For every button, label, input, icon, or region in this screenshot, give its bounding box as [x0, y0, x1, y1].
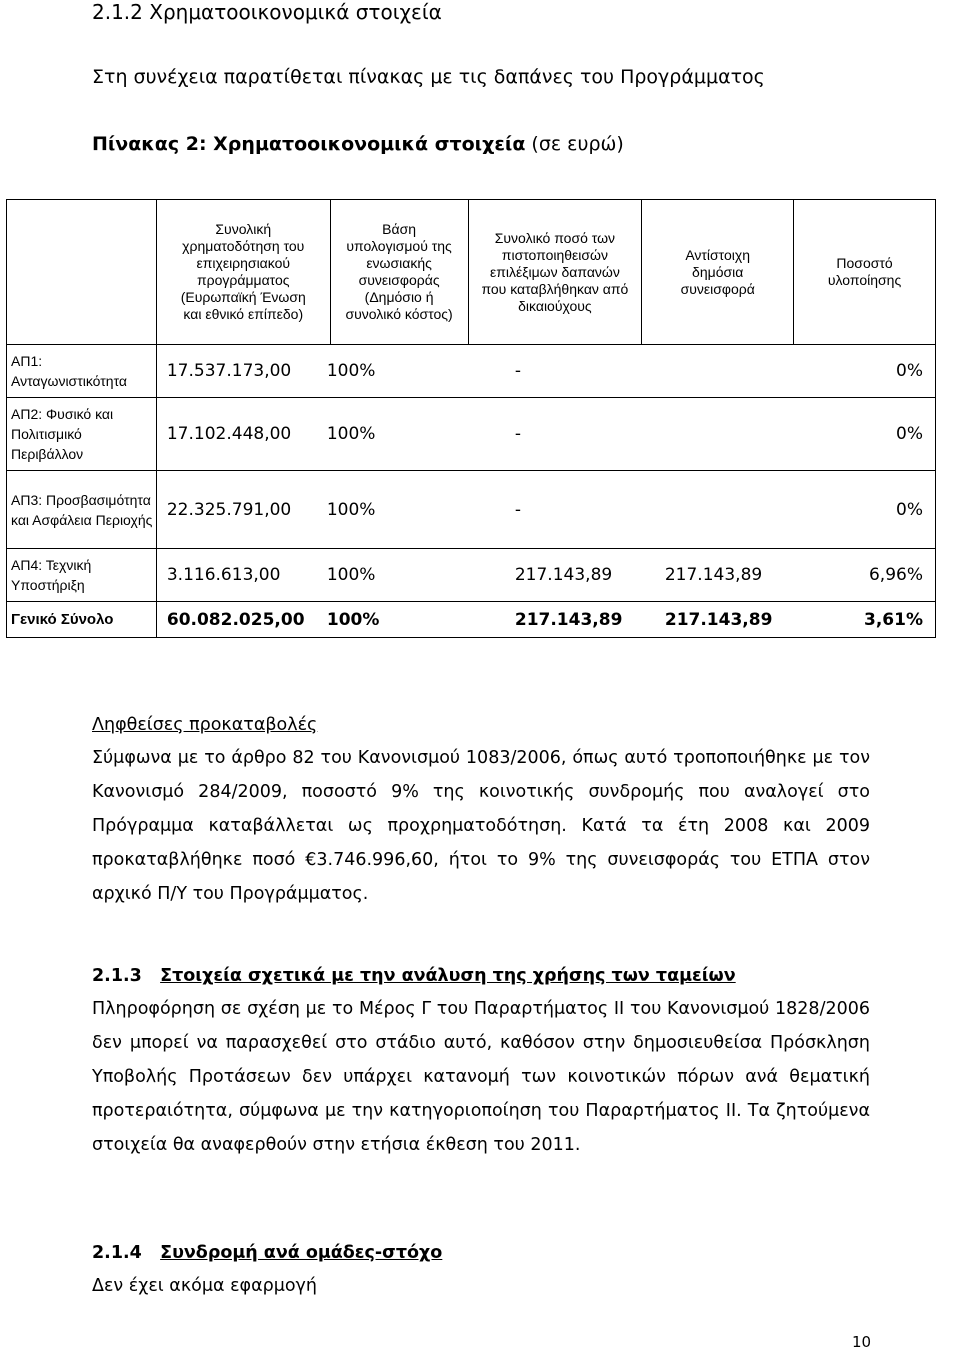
cell-certified-expenses: -: [514, 499, 521, 520]
cell-total-funding: 17.537.173,00: [166, 361, 292, 381]
header-implementation-rate: Ποσοστό υλοποίησης: [794, 200, 936, 345]
page-number: 10: [852, 1333, 872, 1351]
section-title-2-1-4: Συνδρομή ανά ομάδες-στόχο: [160, 1243, 443, 1263]
row-values: [156, 398, 935, 471]
cell-calc-basis: 100%: [326, 565, 376, 585]
section-heading-2-1-2: 2.1.2 Χρηματοοικονομικά στοιχεία: [92, 0, 442, 24]
cell-implementation-rate: 0%: [896, 424, 923, 444]
section-number-2-1-4: 2.1.4: [92, 1243, 142, 1263]
table-caption: [92, 133, 624, 155]
advances-paragraph: Σύμφωνα με το άρθρο 82 του Κανονισμού 1083/2006, όπως αυτό τροποποιήθηκε με τον Κανονισμό 284/2009, ποσοστό 9% της κοινοτικής συνδρομής που αναλογεί στο Πρόγραμμα καταβάλλεται ως προχρηματοδότηση. Κατά τα έτη 2008 και 2009 προκαταβλήθηκε ποσό €3.746.996,60, ήτοι το 9% της συνεισφοράς του ΕΤΠΑ στον αρχικό Π/Υ του Προγράμματος.: [92, 748, 870, 904]
row-label: ΑΠ2: Φυσικό και Πολιτισμικό Περιβάλλον: [7, 398, 157, 471]
cell-certified-expenses: -: [514, 424, 521, 444]
row-label: ΑΠ1: Ανταγωνιστικότητα: [7, 345, 157, 398]
total-funding: 60.082.025,00: [166, 609, 305, 630]
section-2-1-4-text: Δεν έχει ακόμα εφαρμογή: [92, 1276, 318, 1296]
cell-certified-expenses: 217.143,89: [514, 565, 613, 585]
header-public-contribution: Αντίστοιχη δημόσια συνεισφορά: [642, 200, 794, 345]
total-values: [156, 602, 935, 638]
cell-total-funding: 17.102.448,00: [166, 424, 292, 444]
section-number-2-1-3: 2.1.3: [92, 966, 142, 986]
section-2-1-3-paragraph: Πληροφόρηση σε σχέση με το Μέρος Γ του Παραρτήματος ΙΙ του Κανονισμού 1828/2006 δεν μπορεί να παρασχεθεί στο στάδιο αυτό, καθόσον στην δημοσιευθείσα Πρόσκληση Υποβολής Προτάσεων δεν υπάρχει κατανομή των κοινοτικών πόρων ανά θεματική προτεραιότητα, σύμφωνα με την κατηγοριοποίηση του Παραρτήματος ΙΙ. Τα ζητούμενα στοιχεία θα αναφερθούν στην ετήσια έκθεση του 2011.: [92, 999, 870, 1155]
section-title-2-1-3: Στοιχεία σχετικά με την ανάλυση της χρήσης των ταμείων: [160, 966, 736, 986]
table-total-row: [7, 602, 936, 638]
section-heading-2-1-3: [92, 959, 736, 993]
cell-implementation-rate: 0%: [896, 499, 923, 520]
row-label: ΑΠ4: Τεχνική Υποστήριξη: [7, 549, 157, 602]
total-public-contribution: 217.143,89: [664, 609, 773, 630]
advances-heading: Ληφθείσες προκαταβολές: [92, 715, 318, 735]
header-certified-expenses: Συνολικό ποσό των πιστοποιηθεισών επιλέξιμων δαπανών που καταβλήθηκαν από δικαιούχους: [468, 200, 642, 345]
cell-implementation-rate: 0%: [896, 361, 923, 381]
table-row: [7, 398, 936, 471]
table-caption-title: Πίνακας 2: Χρηματοοικονομικά στοιχεία: [92, 133, 526, 155]
cell-calc-basis: 100%: [326, 424, 376, 444]
table-row: [7, 345, 936, 398]
row-values: [156, 549, 935, 602]
header-empty: [7, 200, 157, 345]
table-row: [7, 471, 936, 549]
financial-table: [6, 199, 936, 638]
header-calc-basis: Βάση υπολογισμού της ενωσιακής συνεισφοράς (Δημόσιο ή συνολικό κόστος): [330, 200, 468, 345]
row-values: [156, 471, 935, 549]
cell-public-contribution: 217.143,89: [664, 565, 763, 585]
cell-calc-basis: 100%: [326, 361, 376, 381]
row-values: [156, 345, 935, 398]
cell-total-funding: 3.116.613,00: [166, 565, 281, 585]
table-caption-unit: (σε ευρώ): [531, 133, 624, 155]
cell-calc-basis: 100%: [326, 499, 376, 520]
total-implementation-rate: 3,61%: [864, 609, 923, 630]
cell-certified-expenses: -: [514, 361, 521, 381]
total-calc-basis: 100%: [326, 609, 380, 630]
total-label: Γενικό Σύνολο: [7, 602, 157, 638]
section-heading-2-1-4: [92, 1236, 442, 1270]
cell-total-funding: 22.325.791,00: [166, 499, 292, 520]
header-total-funding: Συνολική χρηματοδότηση του επιχειρησιακού προγράμματος (Ευρωπαϊκή Ένωση και εθνικό επίπεδο): [156, 200, 330, 345]
intro-text: Στη συνέχεια παρατίθεται πίνακας με τις δαπάνες του Προγράμματος: [92, 66, 765, 88]
table-row: [7, 549, 936, 602]
total-certified-expenses: 217.143,89: [514, 609, 623, 630]
cell-implementation-rate: 6,96%: [868, 565, 923, 585]
row-label: ΑΠ3: Προσβασιμότητα και Ασφάλεια Περιοχής: [7, 471, 157, 549]
table-header-row: [7, 200, 936, 345]
